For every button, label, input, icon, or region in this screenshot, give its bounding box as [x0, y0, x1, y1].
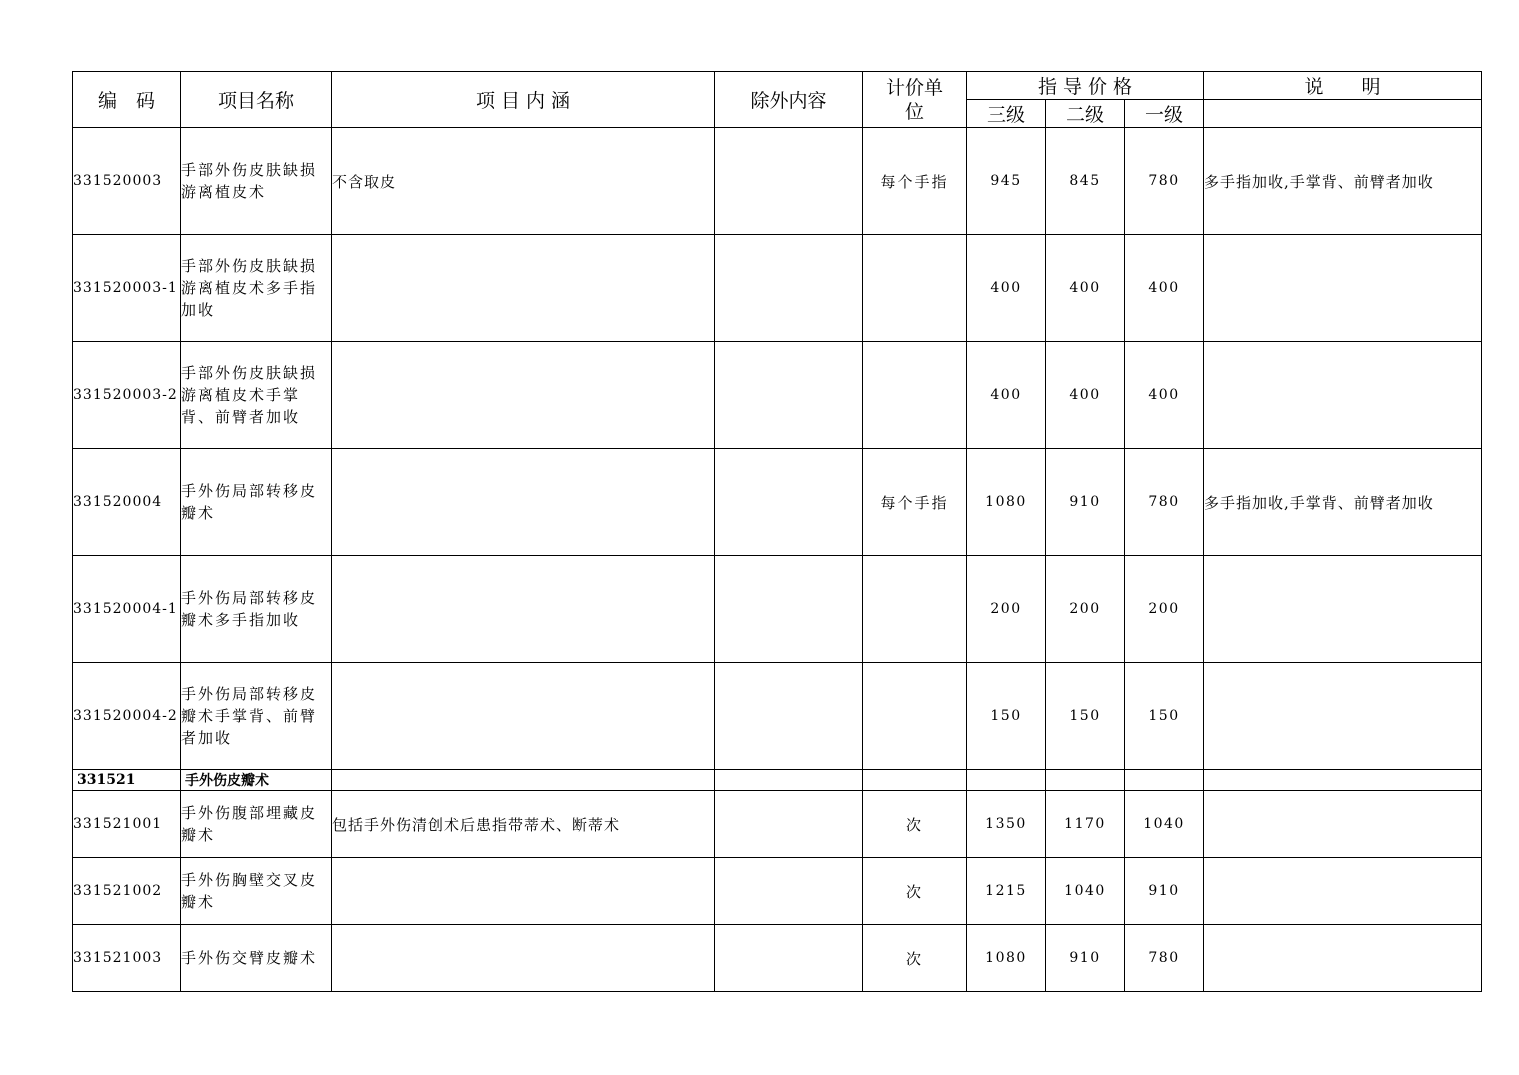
cell-excluded: [715, 791, 863, 858]
cell-p1: 150: [1125, 663, 1204, 770]
cell-note: [1204, 925, 1482, 992]
cell-code: 331521002: [73, 858, 181, 925]
cell-excluded: [715, 342, 863, 449]
cell-note: [1204, 663, 1482, 770]
cell-unit: 次: [863, 925, 967, 992]
cell-note: 多手指加收,手掌背、前臂者加收: [1204, 128, 1482, 235]
cell-p1: 780: [1125, 925, 1204, 992]
cell-note: [1204, 791, 1482, 858]
cell-p1: 780: [1125, 128, 1204, 235]
cell-code: 331520003: [73, 128, 181, 235]
cell-p3: 400: [967, 342, 1046, 449]
cell-unit: 每个手指: [863, 128, 967, 235]
cell-name: 手部外伤皮肤缺损游离植皮术手掌背、前臂者加收: [181, 342, 332, 449]
cell-p2: 200: [1046, 556, 1125, 663]
cell-code: 331520004-1: [73, 556, 181, 663]
cell-p2: 150: [1046, 663, 1125, 770]
header-level2: 二级: [1046, 100, 1125, 128]
cell-p3: 150: [967, 663, 1046, 770]
header-note-blank: [1204, 100, 1482, 128]
cell-excluded: [715, 128, 863, 235]
cell-content: [332, 342, 715, 449]
cell-content: 包括手外伤清创术后患指带蒂术、断蒂术: [332, 791, 715, 858]
header-code: 编 码: [73, 72, 181, 128]
cell-name: 手外伤交臂皮瓣术: [181, 925, 332, 992]
cell-p2: 845: [1046, 128, 1125, 235]
cell-p3: 1080: [967, 925, 1046, 992]
table-row: [73, 556, 1482, 663]
cell-content: [332, 663, 715, 770]
cell-p2: 910: [1046, 449, 1125, 556]
cell-excluded: [715, 556, 863, 663]
cell-code: 331521003: [73, 925, 181, 992]
header-content: 项 目 内 涵: [332, 72, 715, 128]
cell-content: [332, 235, 715, 342]
cell-p2: 1170: [1046, 791, 1125, 858]
group-blank-cell: [1204, 770, 1482, 791]
cell-content: [332, 449, 715, 556]
cell-code: 331520003-2: [73, 342, 181, 449]
cell-name: 手部外伤皮肤缺损游离植皮术: [181, 128, 332, 235]
table-row: [73, 235, 1482, 342]
table-body: [73, 128, 1482, 992]
table-row: [73, 791, 1482, 858]
cell-p2: 400: [1046, 235, 1125, 342]
cell-p1: 400: [1125, 235, 1204, 342]
table-row: [73, 128, 1482, 235]
cell-p2: 910: [1046, 925, 1125, 992]
cell-content: [332, 556, 715, 663]
cell-p1: 910: [1125, 858, 1204, 925]
cell-name: 手外伤局部转移皮瓣术手掌背、前臂者加收: [181, 663, 332, 770]
table-row: [73, 925, 1482, 992]
cell-code: 331520003-1: [73, 235, 181, 342]
cell-unit: [863, 663, 967, 770]
header-price-group: 指 导 价 格: [967, 72, 1204, 100]
cell-p1: 1040: [1125, 791, 1204, 858]
cell-unit: 次: [863, 791, 967, 858]
group-name: 手外伤皮瓣术: [181, 770, 332, 791]
cell-unit: 次: [863, 858, 967, 925]
group-blank-cell: [1046, 770, 1125, 791]
cell-unit: [863, 556, 967, 663]
cell-p2: 400: [1046, 342, 1125, 449]
group-blank-cell: [863, 770, 967, 791]
group-blank-cell: [1125, 770, 1204, 791]
group-blank-cell: [715, 770, 863, 791]
header-level1: 一级: [1125, 100, 1204, 128]
cell-unit: [863, 235, 967, 342]
cell-p3: 1080: [967, 449, 1046, 556]
cell-excluded: [715, 858, 863, 925]
cell-name: 手外伤局部转移皮瓣术: [181, 449, 332, 556]
cell-content: [332, 925, 715, 992]
header-name: 项目名称: [181, 72, 332, 128]
cell-name: 手外伤腹部埋藏皮瓣术: [181, 791, 332, 858]
cell-p3: 1215: [967, 858, 1046, 925]
cell-unit: 每个手指: [863, 449, 967, 556]
cell-unit: [863, 342, 967, 449]
cell-content: 不含取皮: [332, 128, 715, 235]
cell-p3: 400: [967, 235, 1046, 342]
table-row: [73, 449, 1482, 556]
cell-note: [1204, 235, 1482, 342]
cell-name: 手部外伤皮肤缺损游离植皮术多手指加收: [181, 235, 332, 342]
cell-excluded: [715, 925, 863, 992]
cell-code: 331521001: [73, 791, 181, 858]
group-code: 331521: [73, 770, 181, 791]
cell-p1: 200: [1125, 556, 1204, 663]
header-excluded: 除外内容: [715, 72, 863, 128]
cell-note: [1204, 556, 1482, 663]
cell-name: 手外伤局部转移皮瓣术多手指加收: [181, 556, 332, 663]
group-blank-cell: [967, 770, 1046, 791]
table-row: [73, 663, 1482, 770]
cell-p3: 945: [967, 128, 1046, 235]
cell-note: [1204, 858, 1482, 925]
cell-excluded: [715, 663, 863, 770]
table-row: [73, 858, 1482, 925]
group-blank-cell: [332, 770, 715, 791]
group-row: [73, 770, 1482, 791]
cell-code: 331520004: [73, 449, 181, 556]
price-table: [72, 71, 1482, 992]
cell-p1: 400: [1125, 342, 1204, 449]
cell-note: [1204, 342, 1482, 449]
cell-excluded: [715, 235, 863, 342]
header-unit: 计价单位: [863, 72, 967, 128]
cell-code: 331520004-2: [73, 663, 181, 770]
table-row: [73, 342, 1482, 449]
header-level3: 三级: [967, 100, 1046, 128]
header-note: 说 明: [1204, 72, 1482, 100]
cell-excluded: [715, 449, 863, 556]
cell-p2: 1040: [1046, 858, 1125, 925]
cell-note: 多手指加收,手掌背、前臂者加收: [1204, 449, 1482, 556]
cell-p3: 200: [967, 556, 1046, 663]
cell-name: 手外伤胸壁交叉皮瓣术: [181, 858, 332, 925]
cell-p3: 1350: [967, 791, 1046, 858]
cell-content: [332, 858, 715, 925]
cell-p1: 780: [1125, 449, 1204, 556]
